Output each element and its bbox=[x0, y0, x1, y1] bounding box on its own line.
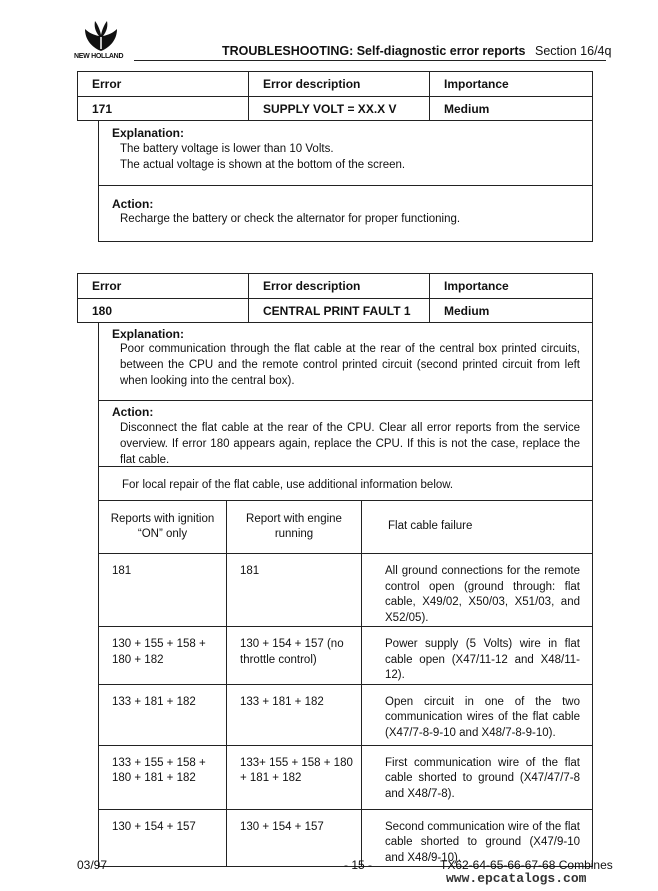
ignition-on-cell: 133 + 181 + 182 bbox=[99, 684, 227, 745]
footer-date: 03/97 bbox=[77, 858, 108, 872]
local-repair-note: For local repair of the flat cable, use additional information below. bbox=[122, 479, 454, 491]
ignition-on-cell: 130 + 154 + 157 bbox=[99, 809, 227, 867]
table-row bbox=[99, 745, 593, 809]
header-rule bbox=[134, 60, 606, 61]
table-row bbox=[99, 684, 593, 745]
section-divider bbox=[98, 466, 593, 467]
table-header-row bbox=[78, 274, 593, 299]
engine-running-cell: 130 + 154 + 157 (no throttle control) bbox=[227, 627, 362, 685]
section-divider bbox=[98, 400, 593, 401]
brand-name: NEW HOLLAND bbox=[74, 53, 124, 60]
explanation-line: The actual voltage is shown at the bottom of the screen. bbox=[120, 159, 406, 171]
description-column-header: Error description bbox=[249, 274, 430, 299]
table-row bbox=[78, 97, 593, 121]
section-divider bbox=[98, 185, 593, 186]
failure-cell: All ground connections for the remote control open (ground through: flat cable, X49/02, X50/03, X51/03, and X52/05). bbox=[362, 554, 593, 627]
ignition-on-cell: 133 + 155 + 158 + 180 + 181 + 182 bbox=[99, 745, 227, 809]
table-row bbox=[78, 299, 593, 323]
engine-running-cell: 130 + 154 + 157 bbox=[227, 809, 362, 867]
action-label: Action: bbox=[112, 197, 154, 211]
failure-cell: Second communication wire of the flat cable shorted to ground (X47/9-10 and X48/9-10). bbox=[362, 809, 593, 867]
action-label: Action: bbox=[112, 405, 154, 419]
flat-cable-repair-table bbox=[98, 500, 593, 867]
description-column-header: Error description bbox=[249, 72, 430, 97]
error-code: 180 bbox=[78, 299, 249, 323]
failure-cell: First communication wire of the flat cable shorted to ground (X47/47/7-8 and X48/7-8). bbox=[362, 745, 593, 809]
table-header-row bbox=[78, 72, 593, 97]
ignition-on-cell: 130 + 155 + 158 + 180 + 182 bbox=[99, 627, 227, 685]
error-column-header: Error bbox=[78, 72, 249, 97]
error-171-table bbox=[77, 71, 593, 121]
error-description: CENTRAL PRINT FAULT 1 bbox=[249, 299, 430, 323]
failure-cell: Open circuit in one of the two communication wires of the flat cable (X47/7-8-9-10 and X48/7-8-9-10). bbox=[362, 684, 593, 745]
engine-running-cell: 133 + 181 + 182 bbox=[227, 684, 362, 745]
engine-running-header: Report with engine running bbox=[227, 501, 362, 554]
explanation-line: The battery voltage is lower than 10 Volts. bbox=[120, 143, 334, 155]
ignition-on-header: Reports with ignition “ON” only bbox=[99, 501, 227, 554]
error-importance: Medium bbox=[430, 97, 593, 121]
error-description: SUPPLY VOLT = XX.X V bbox=[249, 97, 430, 121]
new-holland-leaf-icon bbox=[83, 20, 119, 52]
footer-page-number: - 15 - bbox=[344, 858, 373, 872]
error-code: 171 bbox=[78, 97, 249, 121]
explanation-text: Poor communication through the flat cable at the rear of the central box printed circuits, between the CPU and the remote control printed circuit (second printed circuit from left when looking into the central box). bbox=[120, 343, 580, 387]
action-text: Disconnect the flat cable at the rear of the CPU. Clear all error reports from the service overview. If error 180 appears again, replace the CPU. If this is not the case, replace the flat cable. bbox=[120, 422, 580, 466]
table-row bbox=[99, 554, 593, 627]
page-title: TROUBLESHOOTING: Self-diagnostic error reports bbox=[222, 44, 526, 58]
section-number: Section 16/4q bbox=[535, 44, 612, 58]
explanation-label: Explanation: bbox=[112, 327, 185, 341]
error-180-table bbox=[77, 273, 593, 323]
importance-column-header: Importance bbox=[430, 274, 593, 299]
engine-running-cell: 181 bbox=[227, 554, 362, 627]
engine-running-cell: 133+ 155 + 158 + 180 + 181 + 182 bbox=[227, 745, 362, 809]
watermark: www.epcatalogs.com bbox=[446, 871, 587, 886]
explanation-label: Explanation: bbox=[112, 126, 185, 140]
table-row bbox=[99, 627, 593, 685]
error-column-header: Error bbox=[78, 274, 249, 299]
error-importance: Medium bbox=[430, 299, 593, 323]
failure-cell: Power supply (5 Volts) wire in flat cable open (X47/11-12 and X48/11-12). bbox=[362, 627, 593, 685]
repair-table-header bbox=[99, 501, 593, 554]
footer-models: TX62-64-65-66-67-68 Combines bbox=[440, 858, 613, 872]
importance-column-header: Importance bbox=[430, 72, 593, 97]
failure-header: Flat cable failure bbox=[362, 501, 593, 554]
action-text: Recharge the battery or check the alternator for proper functioning. bbox=[120, 213, 461, 225]
ignition-on-cell: 181 bbox=[99, 554, 227, 627]
